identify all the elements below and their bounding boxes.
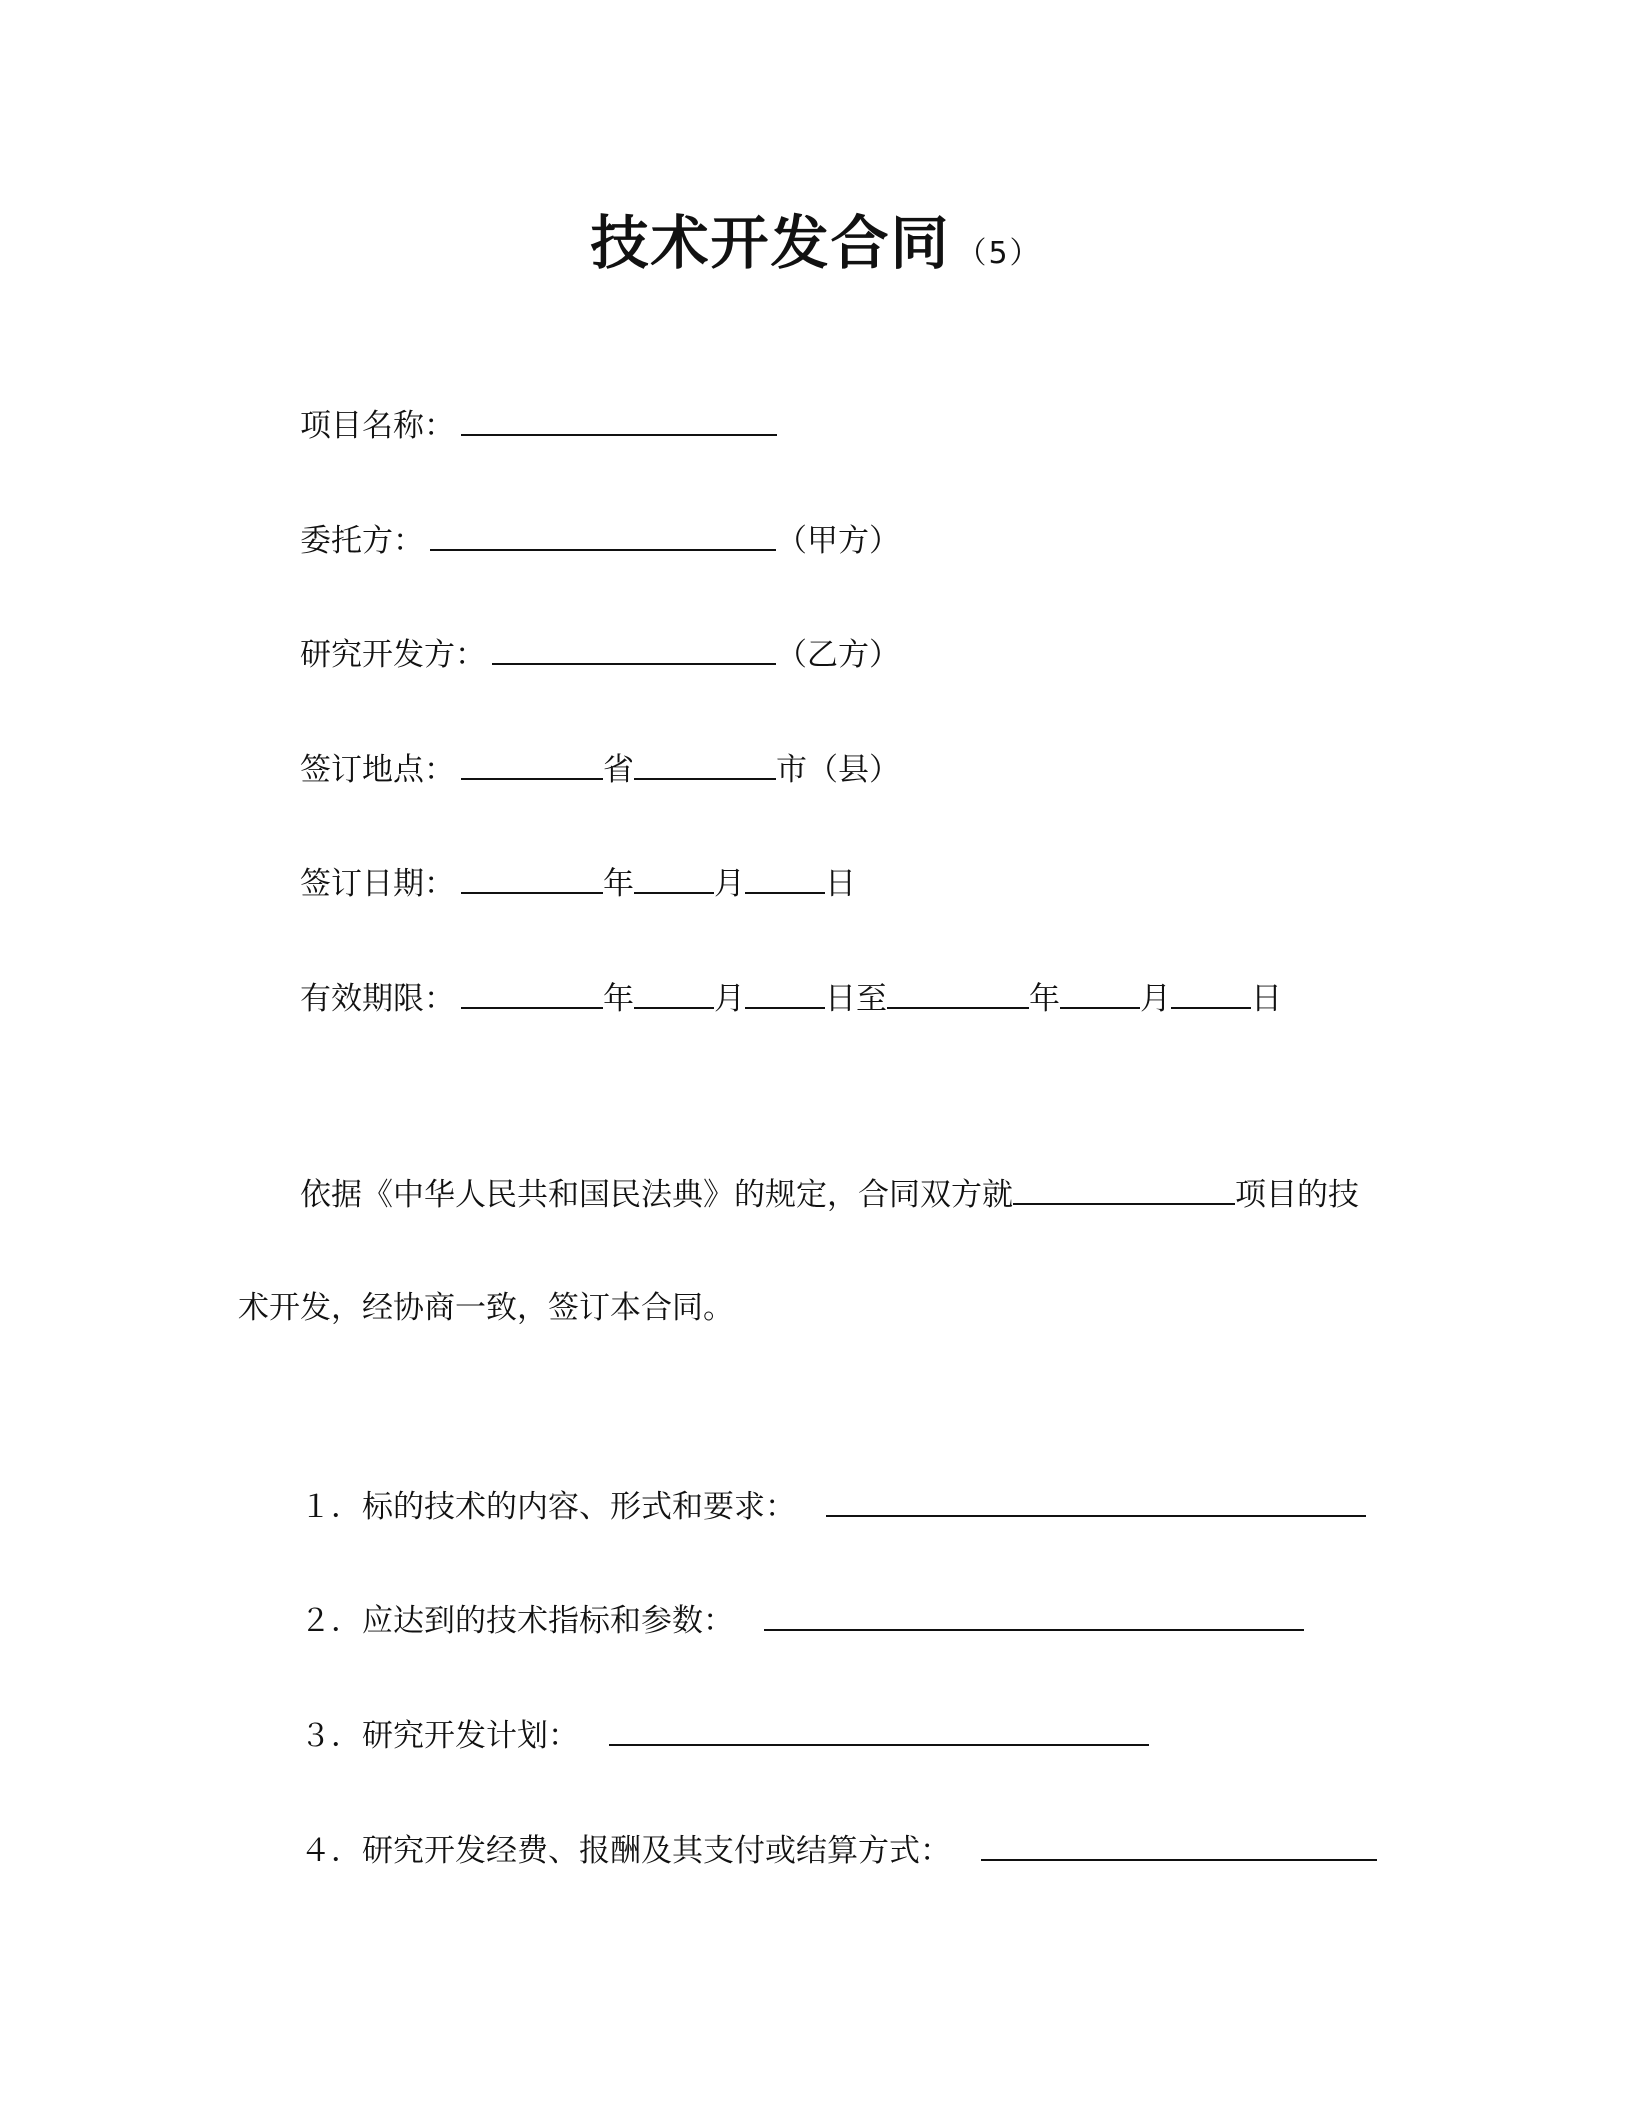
developer-blank[interactable] xyxy=(492,633,776,665)
item-3 xyxy=(300,1714,1149,1756)
item-1 xyxy=(300,1485,1366,1527)
item-number: ２． xyxy=(300,1603,362,1639)
preamble-text-b: 项目的技 xyxy=(1235,1177,1359,1213)
end-month-blank[interactable] xyxy=(1060,977,1140,1009)
city-blank[interactable] xyxy=(634,748,776,780)
document-title xyxy=(0,196,1632,280)
day-label: 日 xyxy=(1251,981,1282,1017)
project-name-blank[interactable] xyxy=(461,404,777,436)
developer-suffix: （乙方） xyxy=(776,637,900,673)
preamble-text-a: 依据《中华人民共和国民法典》的规定，合同双方就 xyxy=(300,1177,1013,1213)
client-label: 委托方： xyxy=(300,523,424,559)
preamble-text-c: 术开发，经协商一致，签订本合同。 xyxy=(238,1290,734,1326)
item-number: １． xyxy=(300,1489,362,1525)
item-text: 应达到的技术指标和参数： xyxy=(362,1603,734,1639)
preamble-line-2 xyxy=(238,1288,734,1328)
end-day-blank[interactable] xyxy=(1171,977,1251,1009)
item-2-blank[interactable] xyxy=(764,1599,1304,1631)
project-name-label: 项目名称： xyxy=(300,408,455,444)
item-number: ３． xyxy=(300,1718,362,1754)
sign-month-blank[interactable] xyxy=(634,862,714,894)
item-4 xyxy=(300,1829,1377,1871)
client-blank[interactable] xyxy=(430,519,776,551)
field-place xyxy=(300,748,900,790)
year-label: 年 xyxy=(1029,981,1060,1017)
month-label: 月 xyxy=(714,866,745,902)
year-label: 年 xyxy=(603,981,634,1017)
field-validity xyxy=(300,977,1282,1019)
validity-label: 有效期限： xyxy=(300,981,455,1017)
start-year-blank[interactable] xyxy=(461,977,603,1009)
preamble-project-blank[interactable] xyxy=(1013,1173,1235,1205)
item-4-blank[interactable] xyxy=(981,1829,1377,1861)
month-label: 月 xyxy=(1140,981,1171,1017)
sign-date-label: 签订日期： xyxy=(300,866,455,902)
start-day-blank[interactable] xyxy=(745,977,825,1009)
to-label: 至 xyxy=(856,981,887,1017)
item-text: 研究开发计划： xyxy=(362,1718,579,1754)
end-year-blank[interactable] xyxy=(887,977,1029,1009)
title-suffix: （5） xyxy=(956,236,1042,271)
item-text: 研究开发经费、报酬及其支付或结算方式： xyxy=(362,1833,951,1869)
developer-label: 研究开发方： xyxy=(300,637,486,673)
preamble-line-1 xyxy=(300,1173,1359,1215)
year-label: 年 xyxy=(603,866,634,902)
day-label: 日 xyxy=(825,866,856,902)
province-label: 省 xyxy=(603,752,634,788)
item-text: 标的技术的内容、形式和要求： xyxy=(362,1489,796,1525)
month-label: 月 xyxy=(714,981,745,1017)
place-label: 签订地点： xyxy=(300,752,455,788)
item-2 xyxy=(300,1599,1304,1641)
field-developer xyxy=(300,633,900,675)
item-3-blank[interactable] xyxy=(609,1714,1149,1746)
city-label: 市（县） xyxy=(776,752,900,788)
item-1-blank[interactable] xyxy=(826,1485,1366,1517)
province-blank[interactable] xyxy=(461,748,603,780)
field-client xyxy=(300,519,900,561)
sign-day-blank[interactable] xyxy=(745,862,825,894)
start-month-blank[interactable] xyxy=(634,977,714,1009)
day-label: 日 xyxy=(825,981,856,1017)
field-sign-date xyxy=(300,862,856,904)
sign-year-blank[interactable] xyxy=(461,862,603,894)
client-suffix: （甲方） xyxy=(776,523,900,559)
item-number: ４． xyxy=(300,1833,362,1869)
field-project-name xyxy=(300,404,777,446)
title-main: 技术开发合同 xyxy=(590,209,951,277)
